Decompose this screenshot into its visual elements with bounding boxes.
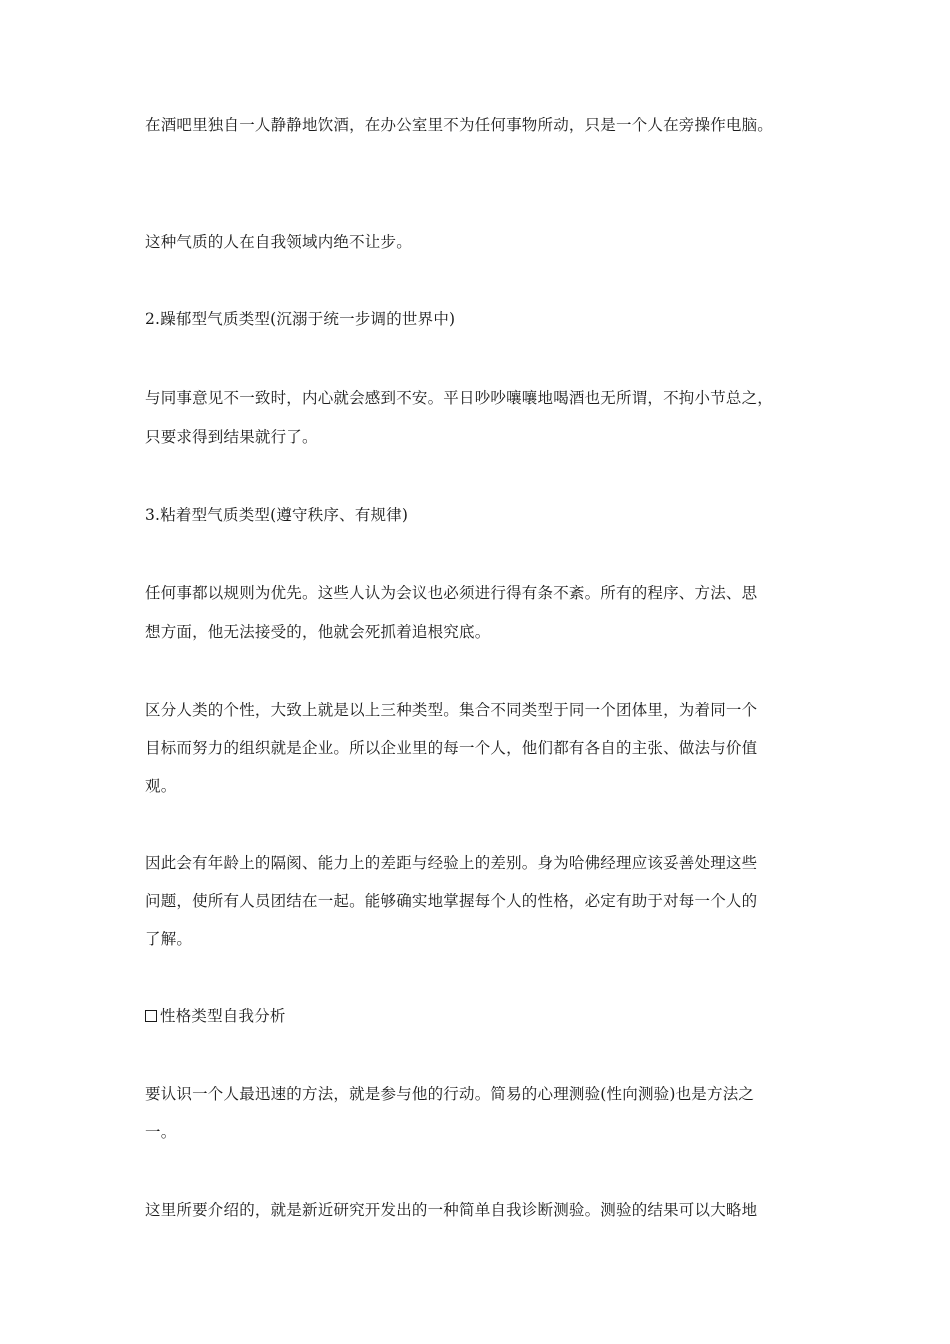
section-heading: 3.粘着型气质类型(遵守秩序、有规律) bbox=[145, 506, 409, 524]
paragraph-line: 这里所要介绍的，就是新近研究开发出的一种简单自我诊断测验。测验的结果可以大略地 bbox=[145, 1201, 758, 1219]
section-heading-row bbox=[145, 1006, 825, 1026]
paragraph-line: 想方面，他无法接受的，他就会死抓着追根究底。 bbox=[145, 623, 491, 641]
paragraph-line: 一。 bbox=[145, 1123, 177, 1141]
checkbox-icon bbox=[145, 1010, 157, 1022]
paragraph-line: 在酒吧里独自一人静静地饮酒，在办公室里不为任何事物所动，只是一个人在旁操作电脑。 bbox=[145, 116, 774, 134]
paragraph-line: 这种气质的人在自我领域内绝不让步。 bbox=[145, 233, 412, 251]
paragraph-line: 要认识一个人最迅速的方法，就是参与他的行动。简易的心理测验(性向测验)也是方法之 bbox=[145, 1085, 755, 1103]
paragraph-line: 任何事都以规则为优先。这些人认为会议也必须进行得有条不紊。所有的程序、方法、思 bbox=[145, 584, 758, 602]
paragraph-line: 与同事意见不一致时，内心就会感到不安。平日吵吵嚷嚷地喝酒也无所谓，不拘小节总之， bbox=[145, 389, 774, 407]
paragraph-line: 只要求得到结果就行了。 bbox=[145, 428, 318, 446]
paragraph-line: 了解。 bbox=[145, 930, 193, 948]
section-heading: 2.躁郁型气质类型(沉溺于统一步调的世界中) bbox=[145, 310, 456, 328]
paragraph-line: 因此会有年龄上的隔阂、能力上的差距与经验上的差别。身为哈佛经理应该妥善处理这些 bbox=[145, 854, 758, 872]
paragraph-line: 目标而努力的组织就是企业。所以企业里的每一个人，他们都有各自的主张、做法与价值 bbox=[145, 739, 758, 757]
paragraph-line: 问题，使所有人员团结在一起。能够确实地掌握每个人的性格，必定有助于对每一个人的 bbox=[145, 892, 758, 910]
section-heading: 性格类型自我分析 bbox=[160, 1007, 286, 1025]
paragraph-line: 区分人类的个性，大致上就是以上三种类型。集合不同类型于同一个团体里，为着同一个 bbox=[145, 701, 758, 719]
paragraph-line: 观。 bbox=[145, 777, 177, 795]
